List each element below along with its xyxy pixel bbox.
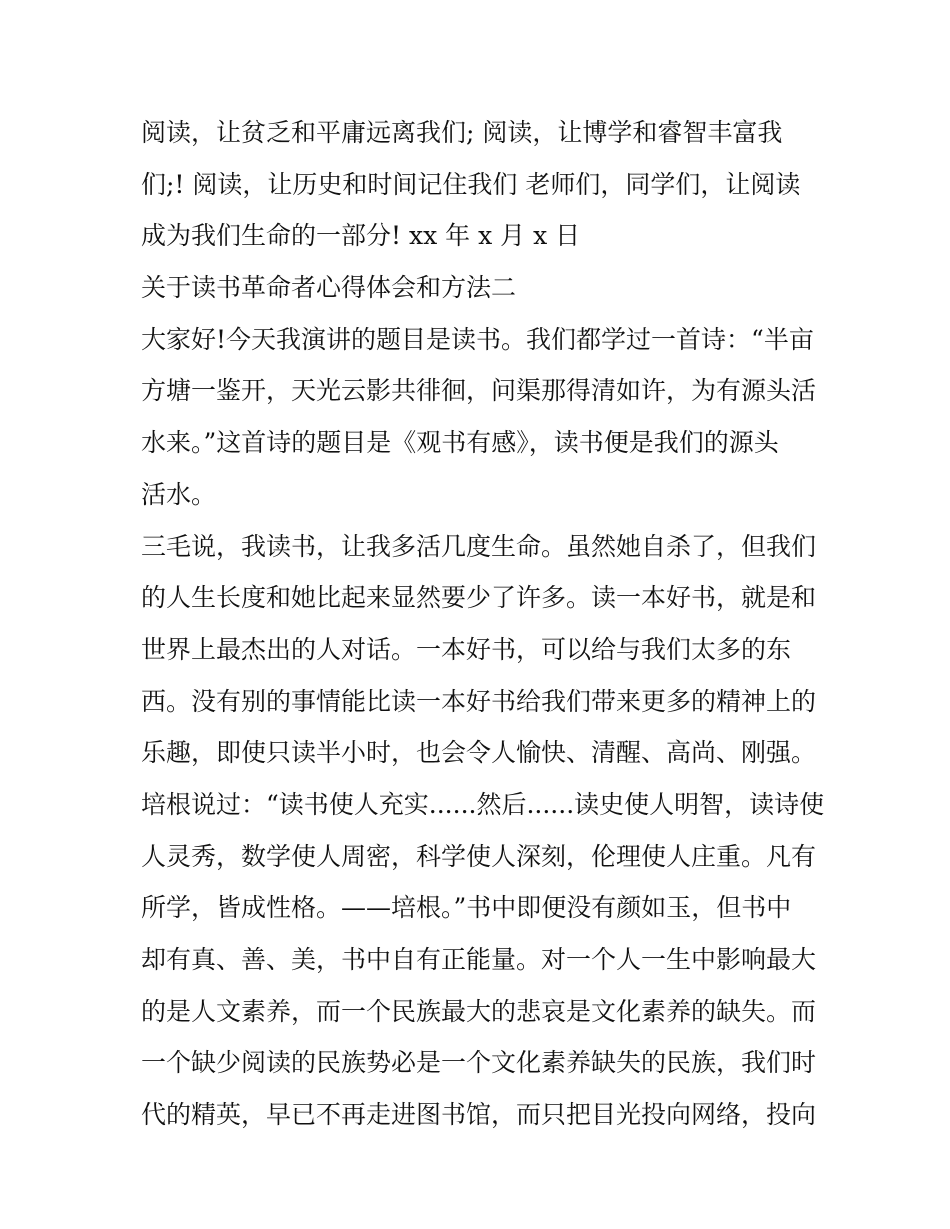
- text-line: 人灵秀，数学使人周密，科学使人深刻，伦理使人庄重。凡有: [141, 841, 817, 871]
- text-line: 培根说过：“读书使人充实......然后......读史使人明智，读诗使: [141, 789, 825, 819]
- text-line: 成为我们生命的一部分! xx 年 x 月 x 日: [141, 221, 581, 251]
- text-line: 代的精英，早已不再走进图书馆，而只把目光投向网络，投向: [141, 1100, 817, 1130]
- text-line: 却有真、善、美，书中自有正能量。对一个人一生中影响最大: [141, 945, 817, 974]
- text-line: 所学，皆成性格。——培根。”书中即便没有颜如玉，但书中: [141, 893, 792, 923]
- text-line: 大家好!今天我演讲的题目是读书。我们都学过一首诗：“半亩: [141, 324, 814, 354]
- text-line: 乐趣，即使只读半小时，也会令人愉快、清醒、高尚、刚强。: [141, 738, 817, 768]
- text-line: 的是人文素养，而一个民族最大的悲哀是文化素养的缺失。而: [141, 996, 817, 1026]
- text-line: 阅读，让贫乏和平庸远离我们; 阅读，让博学和睿智丰富我: [141, 118, 783, 147]
- text-line: 世界上最杰出的人对话。一本好书，可以给与我们太多的东: [141, 634, 792, 664]
- text-line: 三毛说，我读书，让我多活几度生命。虽然她自杀了，但我们: [141, 531, 817, 561]
- document-body: [141, 107, 831, 1141]
- text-line: 的人生长度和她比起来显然要少了许多。读一本好书，就是和: [141, 583, 817, 613]
- text-line: 一个缺少阅读的民族势必是一个文化素养缺失的民族，我们时: [141, 1048, 817, 1078]
- text-line: 西。没有别的事情能比读一本好书给我们带来更多的精神上的: [141, 686, 817, 716]
- text-line: 方塘一鉴开，天光云影共徘徊，问渠那得清如许，为有源头活: [141, 376, 817, 406]
- text-line: 水来。”这首诗的题目是《观书有感》，读书便是我们的源头: [141, 428, 779, 458]
- text-line: 们;! 阅读，让历史和时间记住我们 老师们，同学们，让阅读: [141, 169, 801, 199]
- text-line: 活水。: [141, 479, 217, 509]
- section-heading: 关于读书革命者心得体会和方法二: [141, 273, 517, 303]
